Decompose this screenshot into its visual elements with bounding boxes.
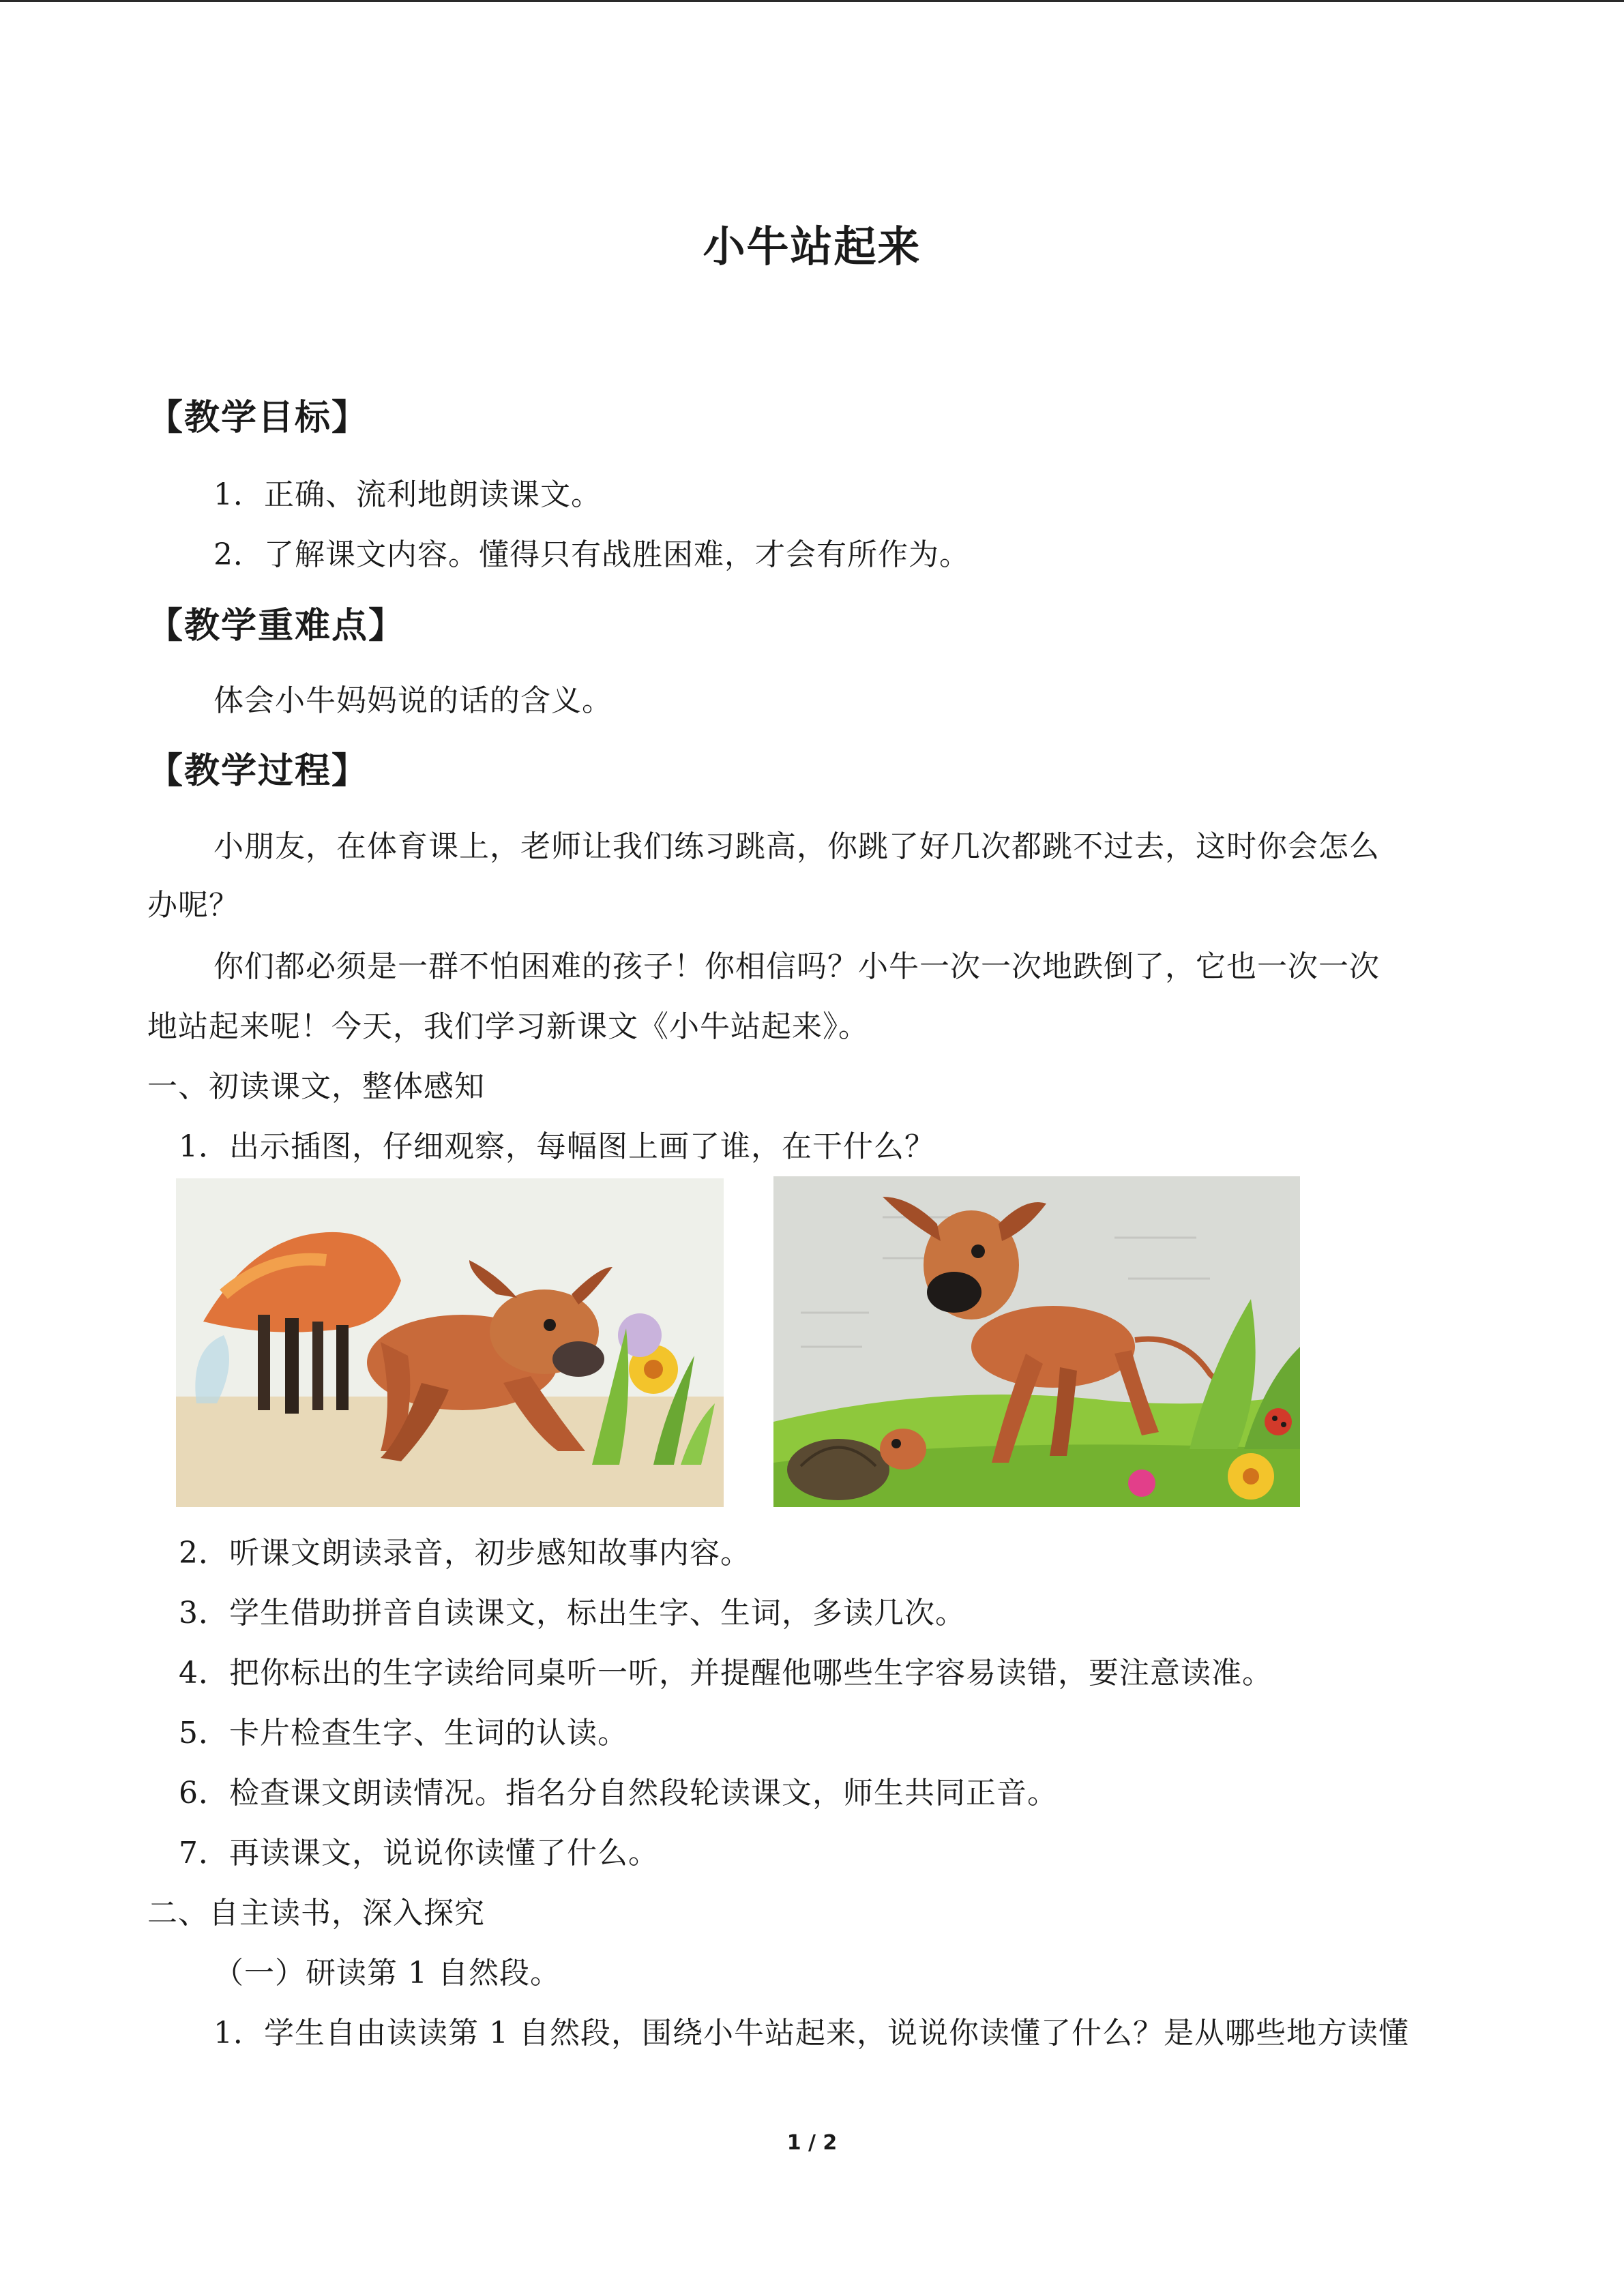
intro-para-1-line-2: 办呢？ (147, 888, 239, 923)
part1-step-3: 3．学生借助拼音自读课文，标出生字、生词，多读几次。 (179, 1596, 966, 1630)
heading-teaching-process: 【教学过程】 (147, 750, 369, 792)
heading-teaching-goals: 【教学目标】 (147, 397, 369, 438)
part1-step-6: 6．检查课文朗读情况。指名分自然段轮读课文，师生共同正音。 (179, 1776, 1058, 1810)
part2-subheading: （一）研读第 1 自然段。 (213, 1956, 561, 1991)
page-top-border (0, 0, 1624, 2)
goal-item-1: 1．正确、流利地朗读课文。 (213, 477, 602, 512)
part1-step-4: 4．把你标出的生字读给同桌听一听，并提醒他哪些生字容易读错，要注意读准。 (179, 1656, 1273, 1690)
part2-step-1: 1．学生自由读读第 1 自然段，围绕小牛站起来，说说你读懂了什么？是从哪些地方读懂 (213, 2016, 1409, 2051)
heading-key-points: 【教学重难点】 (147, 605, 406, 646)
intro-para-1-line-1: 小朋友，在体育课上，老师让我们练习跳高，你跳了好几次都跳不过去，这时你会怎么 (213, 829, 1380, 864)
page-title: 小牛站起来 (703, 222, 921, 271)
part1-step-2: 2．听课文朗读录音，初步感知故事内容。 (179, 1536, 751, 1570)
calf-kneeling-illustration (176, 1178, 724, 1507)
calf-and-turtle-illustration (773, 1176, 1300, 1507)
key-points-text: 体会小牛妈妈说的话的含义。 (213, 683, 612, 718)
intro-para-2-line-1: 你们都必须是一群不怕困难的孩子！你相信吗？小牛一次一次地跌倒了，它也一次一次 (213, 949, 1380, 984)
part2-heading: 二、自主读书，深入探究 (147, 1896, 485, 1930)
goal-item-2: 2．了解课文内容。懂得只有战胜困难，才会有所作为。 (213, 537, 970, 572)
part1-heading: 一、初读课文，整体感知 (147, 1069, 485, 1104)
page-number: 1 / 2 (786, 2131, 838, 2155)
part1-step-7: 7．再读课文，说说你读懂了什么。 (179, 1836, 659, 1870)
intro-para-2-line-2: 地站起来呢！今天，我们学习新课文《小牛站起来》。 (147, 1009, 869, 1044)
part1-step-1: 1．出示插图，仔细观察，每幅图上画了谁，在干什么？ (179, 1129, 935, 1164)
part1-step-5: 5．卡片检查生字、生词的认读。 (179, 1716, 628, 1750)
